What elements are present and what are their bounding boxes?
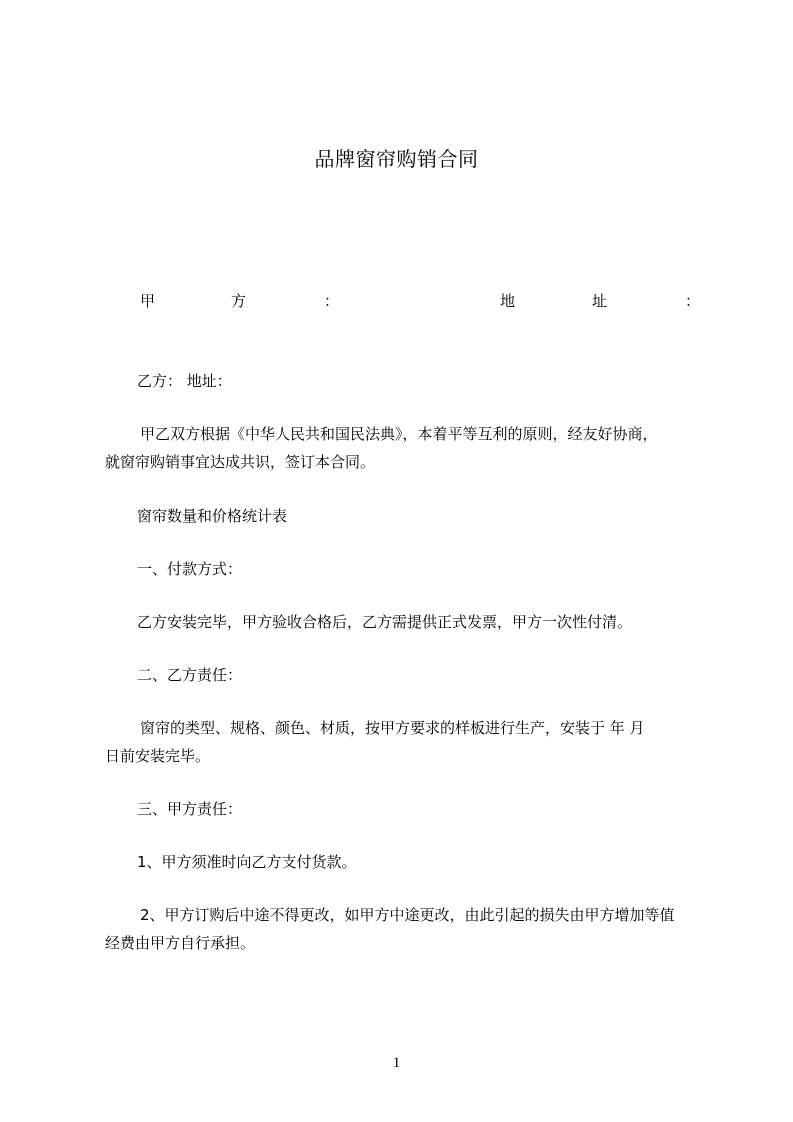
party-a-label-char2: 方 <box>231 292 247 310</box>
section3-item-2-line-1: 2、甲方订购后中途不得更改，如甲方中途更改，由此引起的损失由甲方增加等值 <box>140 906 675 924</box>
page-number: 1 <box>392 1055 401 1071</box>
document-title: 品牌窗帘购销合同 <box>314 147 479 171</box>
party-a-address-char2: 址 <box>592 292 608 310</box>
party-b-line: 乙方： 地址： <box>137 372 232 390</box>
section2-text-line-2: 日前安装完毕。 <box>105 747 211 765</box>
party-a-address-char1: 地 <box>500 292 516 310</box>
section2-heading: 二、乙方责任： <box>137 666 243 684</box>
section3-heading: 三、甲方责任： <box>137 800 243 818</box>
table-caption: 窗帘数量和价格统计表 <box>137 507 288 525</box>
section3-item-1: 1、甲方须准时向乙方支付货款。 <box>137 853 357 871</box>
party-a-row <box>0 290 793 312</box>
section3-item-2-line-2: 经费由甲方自行承担。 <box>105 934 256 952</box>
section1-heading: 一、付款方式： <box>137 560 243 578</box>
party-a-label-char1: 甲 <box>140 292 156 310</box>
intro-line-1: 甲乙双方根据《中华人民共和国民法典》，本着平等互利的原则，经友好协商， <box>140 425 658 443</box>
section1-text: 乙方安装完毕，甲方验收合格后，乙方需提供正式发票，甲方一次性付清。 <box>137 613 633 631</box>
party-a-address-colon: ： <box>685 292 701 310</box>
intro-line-2: 就窗帘购销事宜达成共识，签订本合同。 <box>105 453 376 471</box>
section2-text-line-1: 窗帘的类型、规格、颜色、材质，按甲方要求的样板进行生产，安装于 年 月 <box>140 719 645 737</box>
party-a-label-colon: ： <box>324 292 340 310</box>
